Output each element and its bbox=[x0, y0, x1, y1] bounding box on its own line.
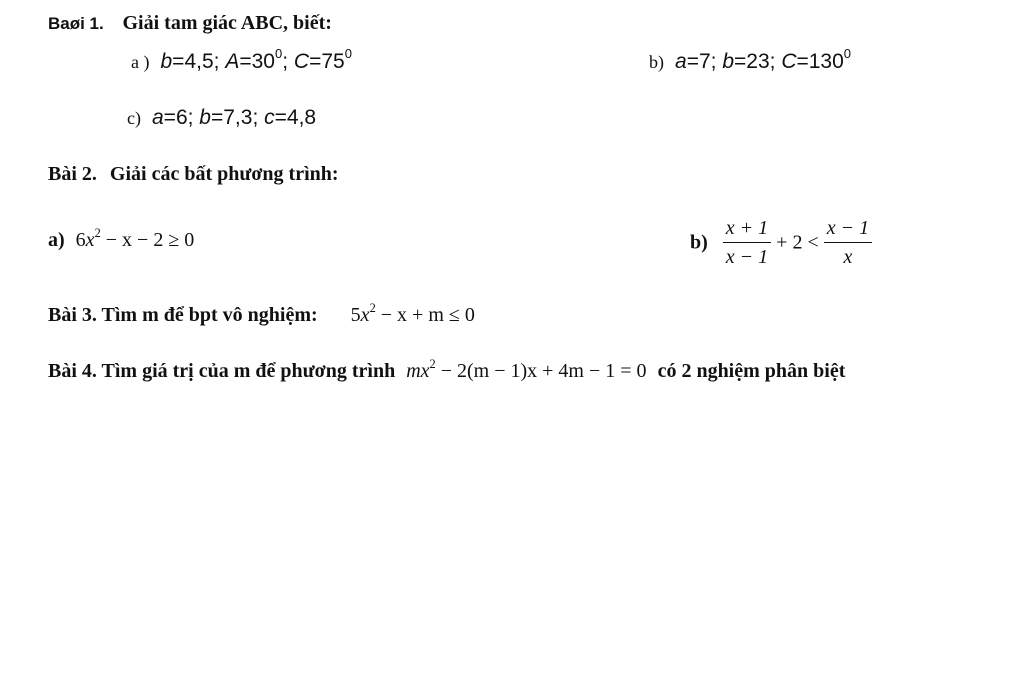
bai1-c-eq1: = bbox=[163, 106, 176, 129]
bai1-b-b-value: 23; bbox=[746, 50, 776, 73]
bai2-header bbox=[48, 163, 339, 186]
bai1-b-C-degree: 0 bbox=[843, 46, 852, 62]
bai2-a-exp: 2 bbox=[94, 225, 101, 240]
bai2-b-fraction-2 bbox=[824, 217, 872, 269]
bai1-b-eq2: = bbox=[734, 50, 747, 73]
bai1-b-C-value: 130 bbox=[808, 50, 844, 73]
bai1-a-eq2: = bbox=[239, 50, 252, 73]
bai2-b-numerator-1: x + 1 bbox=[723, 217, 771, 243]
bai1-a-eq1: = bbox=[172, 50, 185, 73]
bai1-c-formula bbox=[152, 106, 316, 129]
bai1-c-a-var: a bbox=[151, 106, 164, 129]
bai4-text: Bài 4. Tìm giá trị của m để phương trình bbox=[48, 360, 396, 382]
bai1-a-A-value: 30 bbox=[251, 50, 275, 73]
bai1-item-a bbox=[131, 46, 352, 74]
bai1-a-C-value: 75 bbox=[321, 50, 345, 73]
bai1-a-A-degree: 0 bbox=[274, 46, 283, 62]
bai1-a-b-value: 4,5; bbox=[184, 50, 220, 73]
bai1-b-C-var: C bbox=[781, 50, 797, 73]
bai2-a-label: a) bbox=[48, 229, 65, 251]
bai1-title: Giải tam giác ABC, biết: bbox=[122, 12, 332, 34]
bai2-a-coef: 6 bbox=[75, 229, 86, 251]
bai3-formula bbox=[350, 300, 475, 326]
bai1-a-formula bbox=[160, 46, 352, 73]
bai1-c-label: c) bbox=[127, 108, 141, 128]
bai1-item-c bbox=[127, 106, 316, 130]
bai1-b-a-value: 7; bbox=[698, 50, 717, 73]
bai4-equation bbox=[406, 356, 651, 382]
bai1-a-separator: ; bbox=[282, 50, 289, 73]
bai1-c-c-var: c bbox=[264, 106, 275, 129]
bai2-item-b bbox=[690, 217, 872, 269]
bai1-c-b-value: 7,3; bbox=[223, 106, 259, 129]
bai2-b-fraction-1 bbox=[723, 217, 771, 269]
bai1-b-b-var: b bbox=[722, 50, 734, 73]
bai2-title: Giải các bất phương trình: bbox=[109, 163, 339, 185]
bai1-header bbox=[48, 12, 332, 35]
bai1-b-eq3: = bbox=[796, 50, 809, 73]
bai1-b-eq1: = bbox=[686, 50, 699, 73]
bai3-rest: − x + m ≤ 0 bbox=[380, 304, 475, 326]
bai1-a-C-var: C bbox=[293, 50, 310, 73]
bai3-coef: 5 bbox=[350, 304, 361, 326]
bai1-a-C-degree: 0 bbox=[344, 46, 352, 62]
bai1-c-eq3: = bbox=[274, 106, 287, 129]
bai2-a-rest: − x − 2 ≥ 0 bbox=[105, 229, 195, 251]
bai1-c-eq2: = bbox=[210, 106, 224, 129]
bai2-a-var: x bbox=[85, 229, 95, 251]
bai2-b-label: b) bbox=[690, 231, 708, 254]
bai1-c-b-var: b bbox=[199, 106, 211, 129]
bai3-var: x bbox=[360, 304, 370, 326]
bai2-b-numerator-2: x − 1 bbox=[824, 217, 872, 243]
bai2-b-denominator-2: x bbox=[843, 246, 853, 268]
bai2-a-formula bbox=[75, 225, 195, 251]
bai4-tail: có 2 nghiệm phân biệt bbox=[657, 360, 846, 382]
bai2-label: Bài 2. bbox=[48, 163, 97, 185]
bai3-line bbox=[48, 300, 475, 327]
bai3-exp: 2 bbox=[369, 300, 376, 315]
bai2-item-a bbox=[48, 225, 195, 252]
bai4-eq-rest: − 2(m − 1)x + 4m − 1 = 0 bbox=[440, 360, 647, 382]
bai4-eq-lead: mx bbox=[406, 360, 430, 382]
bai1-a-label: a ) bbox=[131, 52, 150, 72]
bai3-text: Bài 3. Tìm m để bpt vô nghiệm: bbox=[48, 304, 318, 326]
bai1-b-formula bbox=[675, 46, 852, 73]
bai1-b-label: b) bbox=[649, 52, 664, 72]
bai1-item-b bbox=[649, 46, 852, 74]
bai1-a-eq3: = bbox=[309, 50, 322, 73]
bai1-label: Baøi 1. bbox=[48, 14, 104, 33]
bai1-c-c-value: 4,8 bbox=[286, 106, 317, 129]
bai1-a-b-var: b bbox=[160, 50, 173, 73]
bai2-b-middle: + 2 < bbox=[776, 231, 819, 254]
bai4-line bbox=[48, 356, 846, 383]
bai1-b-a-var: a bbox=[675, 50, 687, 73]
bai4-eq-exp: 2 bbox=[429, 356, 436, 371]
bai1-c-a-value: 6; bbox=[175, 106, 194, 129]
bai2-b-denominator-1: x − 1 bbox=[725, 246, 769, 268]
bai1-a-A-var: A bbox=[225, 50, 240, 73]
